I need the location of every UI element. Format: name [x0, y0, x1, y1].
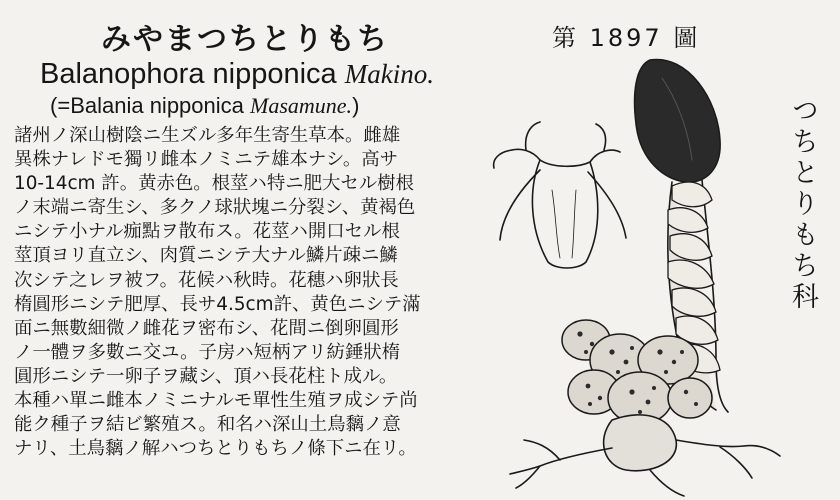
scientific-author: Makino. — [344, 59, 434, 89]
description-line: ノ末端ニ寄生シ、多クノ球狀塊ニ分裂シ、黄褐色 — [14, 197, 416, 219]
description-line: ニシテ小ナル痂點ヲ散布ス。花莖ハ開口セル根 — [14, 221, 400, 243]
japanese-plant-name: みやまつちとりもち — [101, 22, 389, 57]
synonym-name: Balania nipponica — [70, 93, 244, 118]
figure-number: 第 1897 圖 — [552, 24, 701, 52]
description-line: 異株ナレドモ獨リ雌本ノミニテ雄本ナシ。高サ — [14, 149, 398, 171]
description-line: ノ一體ヲ多數ニ交ユ。子房ハ短柄アリ紡錘狀楕 — [14, 341, 401, 363]
flower-detail-drawing — [494, 122, 626, 268]
description-line: 本種ハ單ニ雌本ノミニナルモ單性生殖ヲ成シテ尚 — [14, 390, 418, 412]
synonym-open-paren: (= — [50, 93, 71, 118]
description-line: ナリ、土鳥黐ノ解ハつちとりもちノ條下ニ在リ。 — [14, 438, 417, 460]
description-line: 10-14cm 許。黄赤色。根莖ハ特ニ肥大セル樹根 — [14, 173, 414, 195]
family-label: つちとりもち科 — [787, 96, 818, 313]
description-line: 楕圓形ニシテ肥厚、長サ4.5cm許、黄色ニシテ滿 — [14, 293, 421, 315]
synonym-close-paren: ) — [352, 93, 360, 118]
description-line: 能ク種子ヲ結ビ繁殖ス。和名ハ深山土鳥黐ノ意 — [14, 414, 401, 436]
description-line: 圓形ニシテ一卵子ヲ藏シ、頂ハ長花柱ト成ル。 — [14, 365, 398, 387]
description-line: 次シテ之レヲ被フ。花候ハ秋時。花穗ハ卵狀長 — [14, 269, 399, 291]
description-line: 諸州ノ深山樹陰ニ生ズル多年生寄生草本。雌雄 — [14, 125, 401, 146]
main-plant-drawing — [510, 59, 780, 496]
description-line: 莖頂ヨリ直立シ、肉質ニシテ大ナル鱗片疎ニ鱗 — [14, 245, 398, 267]
scientific-name: Balanophora nipponica — [40, 58, 337, 90]
description-line: 面ニ無數細微ノ雌花ヲ密布シ、花間ニ倒卵圓形 — [14, 317, 399, 339]
synonym-author: Masamune. — [250, 93, 353, 118]
